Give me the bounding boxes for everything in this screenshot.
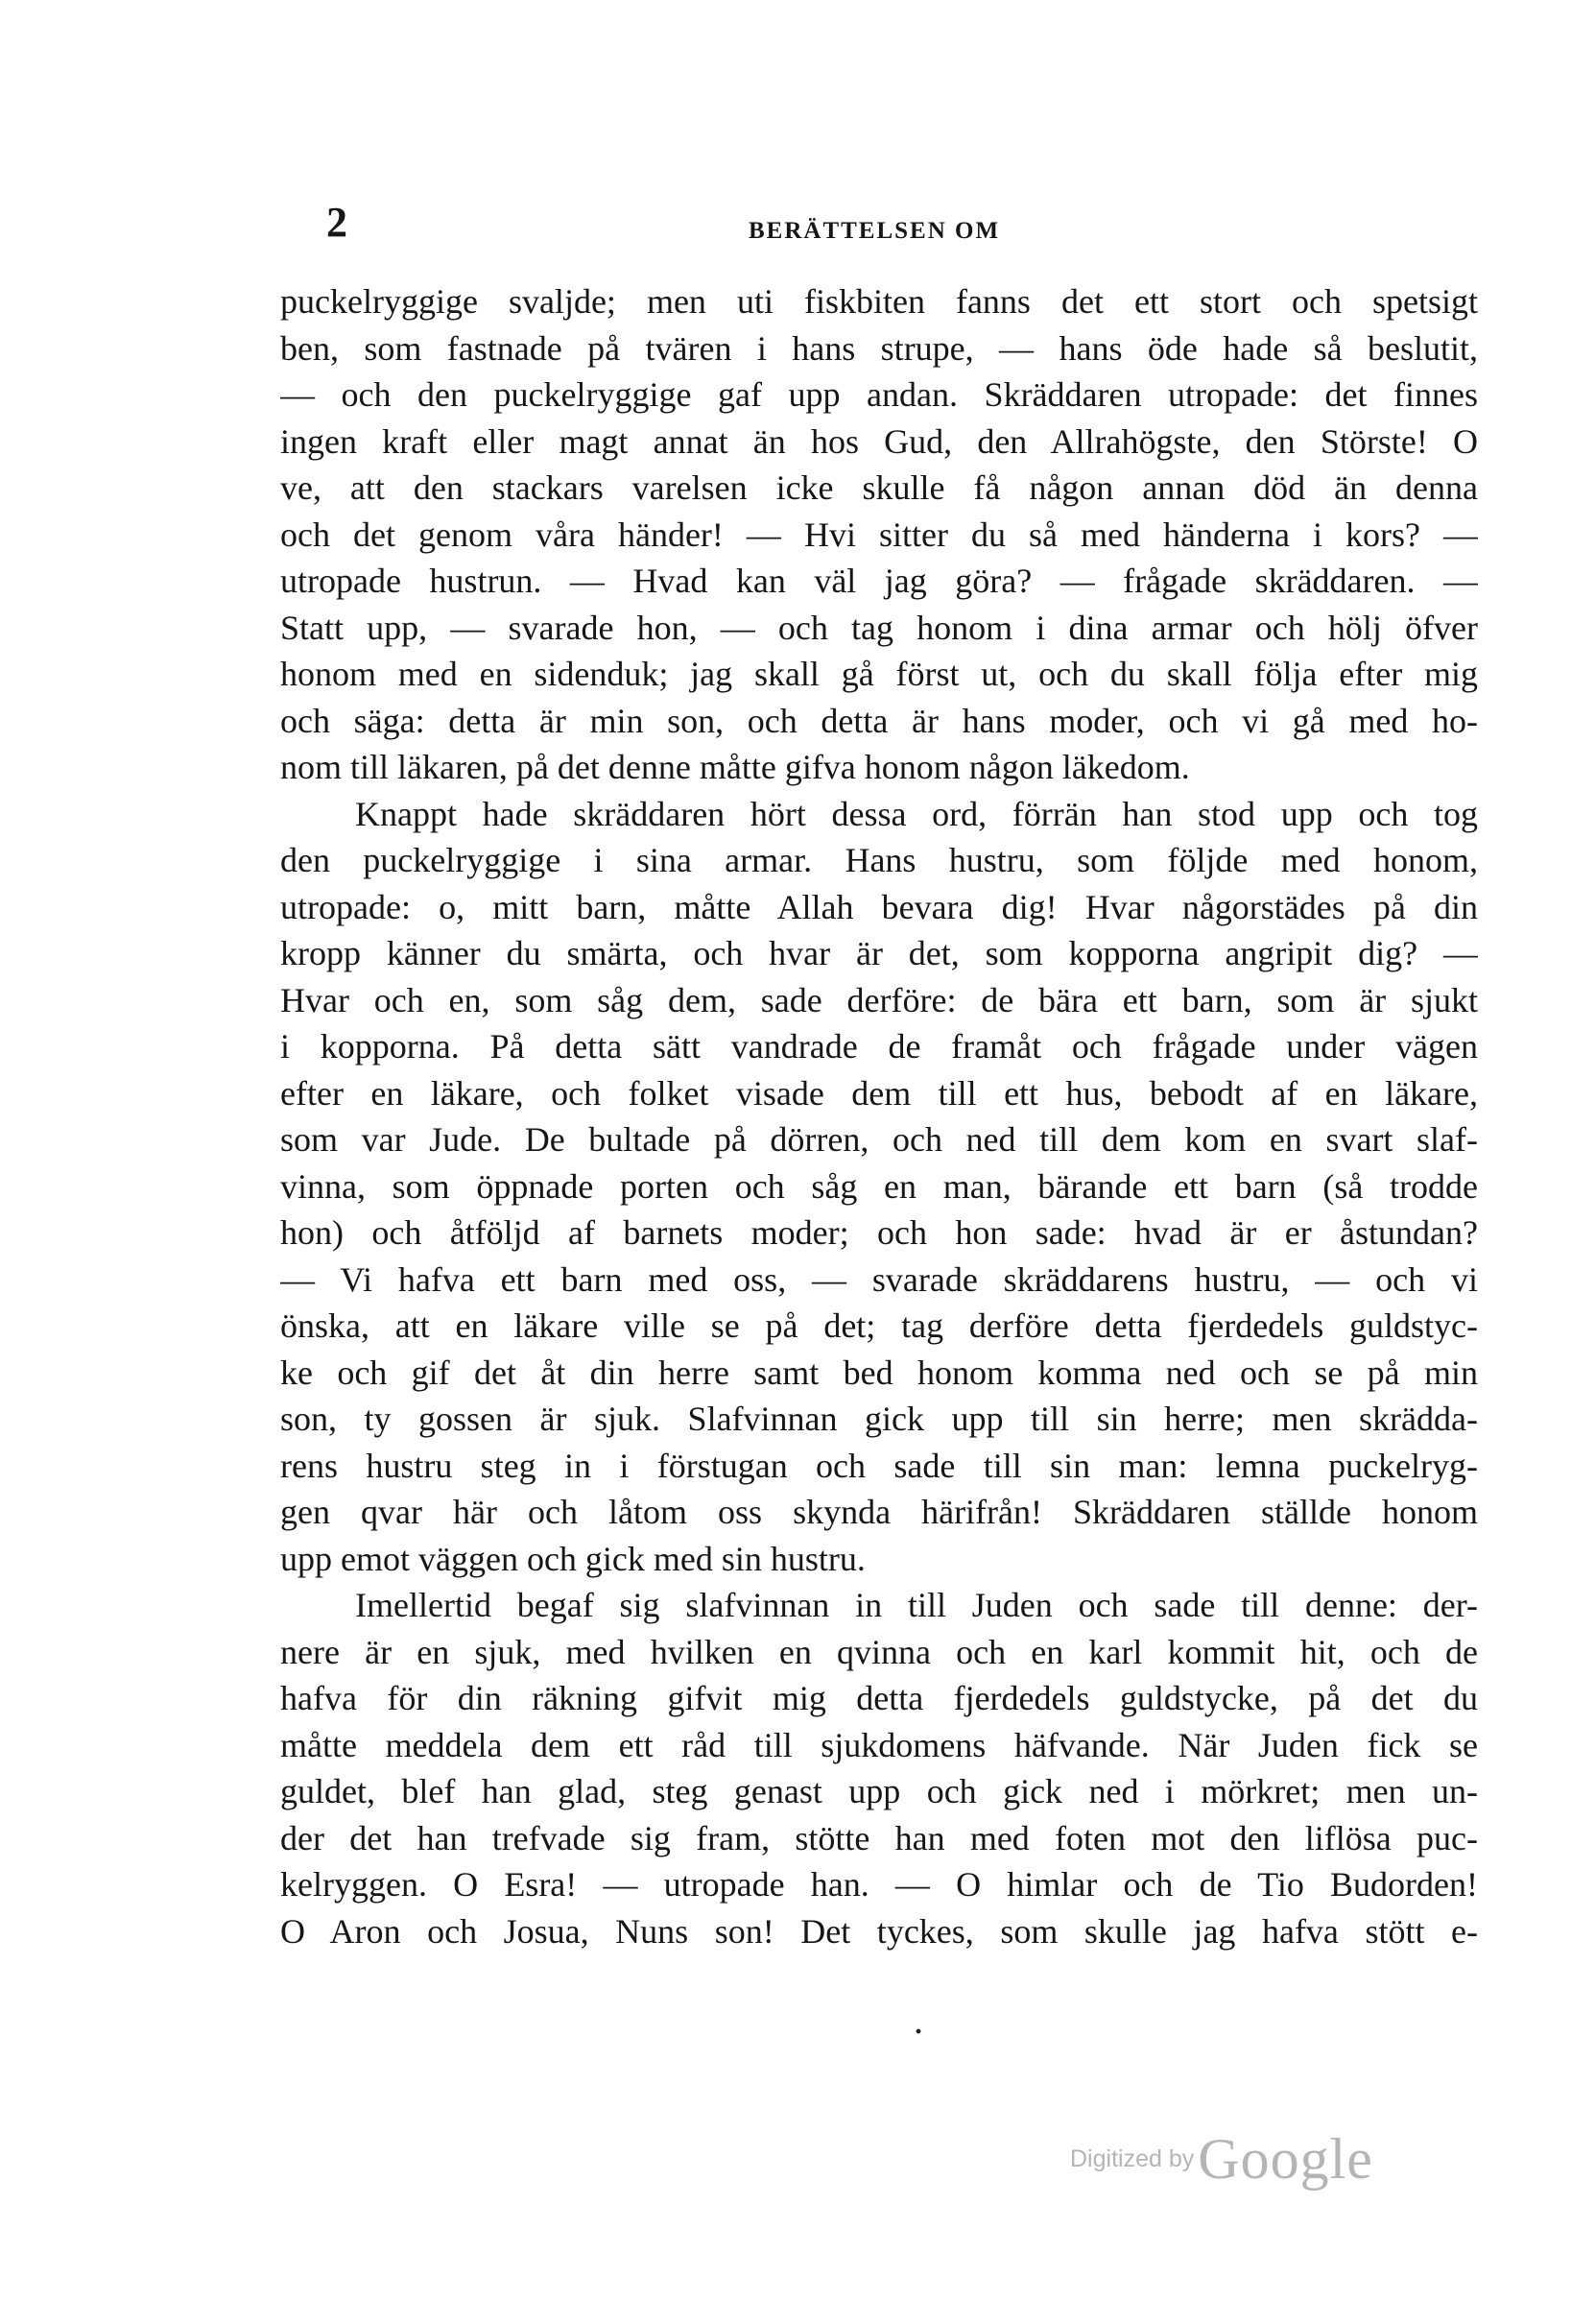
ink-speck: · <box>914 2016 924 2048</box>
body-text <box>280 278 1478 1954</box>
google-watermark <box>1070 2126 1373 2192</box>
text-line: i kopporna. På detta sätt vandrade de framåt och frågade under vägen <box>280 1027 1478 1066</box>
text-line: kelryggen. O Esra! — utropade han. — O himlar och de Tio Budorden! <box>280 1865 1478 1904</box>
text-line: guldet, blef han glad, steg genast upp och gick ned i mörkret; men un- <box>280 1772 1478 1810</box>
text-line: ingen kraft eller magt annat än hos Gud, den Allrahögste, den Störste! O <box>280 421 1478 461</box>
text-line: den puckelryggige i sina armar. Hans hustru, som följde med honom, <box>280 841 1478 879</box>
text-line: ben, som fastnade på tvären i hans strupe, — hans öde hade så beslutit, <box>280 328 1478 368</box>
text-line: och det genom våra händer! — Hvi sitter du så med händerna i kors? — <box>280 515 1478 554</box>
text-line: önska, att en läkare ville se på det; tag derföre detta fjerdedels guldstyc- <box>280 1306 1478 1345</box>
text-line: hafva för din räkning gifvit mig detta fjerdedels guldstycke, på det du <box>280 1679 1478 1717</box>
running-head: BERÄTTELSEN OM <box>749 218 1001 244</box>
text-line: upp emot väggen och gick med sin hustru. <box>280 1539 866 1578</box>
text-line: puckelryggige svaljde; men uti fiskbiten fanns det ett stort och spetsigt <box>280 282 1478 321</box>
text-line: Hvar och en, som såg dem, sade derföre: de bära ett barn, som är sjukt <box>280 980 1478 1019</box>
paragraph-start-line: Knappt hade skräddaren hört dessa ord, förrän han stod upp och tog <box>355 794 1478 833</box>
text-line: kropp känner du smärta, och hvar är det, som kopporna angripit dig? — <box>280 934 1478 972</box>
text-line: ve, att den stackars varelsen icke skulle få någon annan död än denna <box>280 468 1478 507</box>
text-line: der det han trefvade sig fram, stötte han med foten mot den liflösa puc- <box>280 1818 1478 1857</box>
text-line: son, ty gossen är sjuk. Slafvinnan gick upp till sin herre; men skrädda- <box>280 1400 1478 1438</box>
text-line: och säga: detta är min son, och detta är hans moder, och vi gå med ho- <box>280 701 1478 740</box>
page-number: 2 <box>326 199 347 246</box>
text-line: efter en läkare, och folket visade dem till ett hus, bebodt af en läkare, <box>280 1073 1478 1113</box>
text-line: utropade hustrun. — Hvad kan väl jag göra? — frågade skräddaren. — <box>280 562 1478 600</box>
text-line: ke och gif det åt din herre samt bed honom komma ned och se på min <box>280 1353 1478 1392</box>
text-line: O Aron och Josua, Nuns son! Det tyckes, som skulle jag hafva stött e- <box>280 1911 1478 1951</box>
text-line: som var Jude. De bultade på dörren, och ned till dem kom en svart slaf- <box>280 1120 1478 1159</box>
text-line: utropade: o, mitt barn, måtte Allah bevara dig! Hvar någorstädes på din <box>280 887 1478 926</box>
text-line: måtte meddela dem ett råd till sjukdomens häfvande. När Juden fick se <box>280 1725 1478 1764</box>
text-line: honom med en sidenduk; jag skall gå först ut, och du skall följa efter mig <box>280 655 1478 693</box>
text-line: rens hustru steg in i förstugan och sade till sin man: lemna puckelryg- <box>280 1446 1478 1485</box>
text-line: Statt upp, — svarade hon, — och tag honom i dina armar och hölj öfver <box>280 608 1478 647</box>
text-line: nere är en sjuk, med hvilken en qvinna och en karl kommit hit, och de <box>280 1632 1478 1671</box>
text-line: gen qvar här och låtom oss skynda härifrån! Skräddaren ställde honom <box>280 1493 1478 1531</box>
text-line: hon) och åtföljd af barnets moder; och hon sade: hvad är er åstundan? <box>280 1213 1478 1252</box>
digitized-label: Digitized by <box>1070 2145 1195 2172</box>
text-line: — Vi hafva ett barn med oss, — svarade skräddarens hustru, — och vi <box>280 1259 1478 1299</box>
text-line: nom till läkaren, på det denne måtte gifva honom någon läkedom. <box>280 748 1190 786</box>
text-line: — och den puckelryggige gaf upp andan. Skräddaren utropade: det finnes <box>280 375 1478 414</box>
google-logo: Google <box>1198 2127 1373 2191</box>
text-line: vinna, som öppnade porten och såg en man, bärande ett barn (så trodde <box>280 1166 1478 1206</box>
paragraph-start-line: Imellertid begaf sig slafvinnan in till Juden och sade till denne: der- <box>355 1586 1478 1624</box>
